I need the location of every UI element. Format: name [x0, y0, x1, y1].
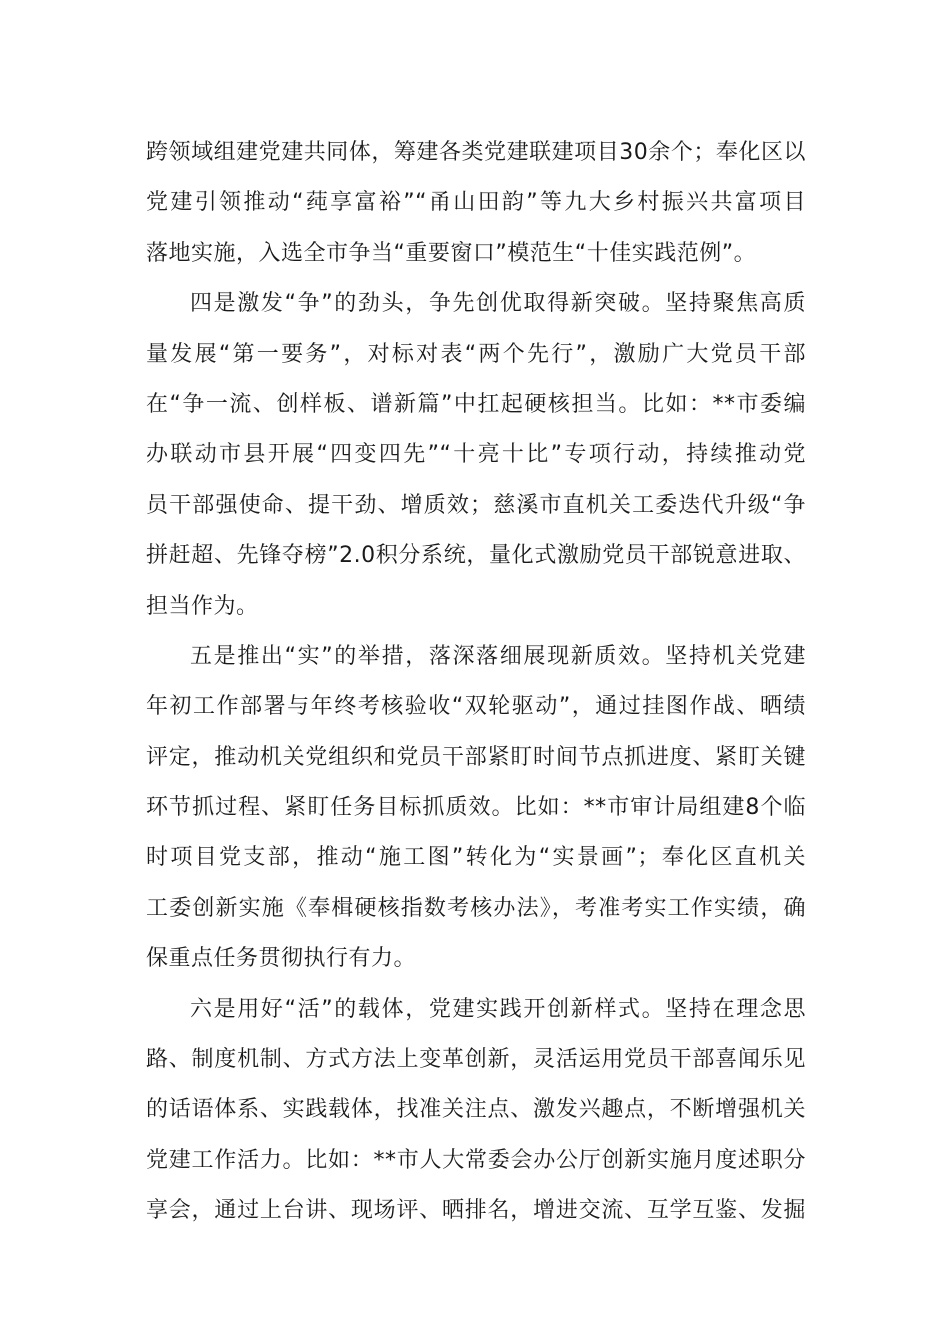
text-line: 保重点任务贯彻执行有力。 [146, 946, 417, 972]
text-line: 的话语体系、实践载体，找准关注点、激发兴趣点，不断增强机关 [146, 1097, 806, 1123]
text-line: 党建工作活力。比如：**市人大常委会办公厅创新实施月度述职分 [146, 1147, 806, 1173]
text-line: 跨领域组建党建共同体，筹建各类党建联建项目30余个；奉化区以 [146, 140, 806, 165]
text-line: 评定，推动机关党组织和党员干部紧盯时间节点抓进度、紧盯关键 [146, 744, 806, 770]
text-line: 拼赶超、先锋夺榜”2.0积分系统，量化式激励党员干部锐意进取、 [146, 543, 806, 569]
text-line: 在“争一流、创样板、谱新篇”中扛起硬核担当。比如：**市委编 [146, 391, 806, 417]
text-line: 党建引领推动“莼享富裕”“甬山田韵”等九大乡村振兴共富项目 [146, 190, 806, 216]
text-line: 享会，通过上台讲、现场评、晒排名，增进交流、互学互鉴、发掘 [146, 1198, 806, 1224]
paragraph-5-start: 五是推出“实”的举措，落深落细展现新质效。坚持机关党建 [190, 643, 806, 669]
text-line: 时项目党支部，推动“施工图”转化为“实景画”；奉化区直机关 [146, 845, 806, 871]
paragraph-4-start: 四是激发“争”的劲头，争先创优取得新突破。坚持聚焦高质 [190, 291, 806, 317]
document-body [146, 128, 806, 1237]
text-line: 办联动市县开展“四变四先”“十亮十比”专项行动，持续推动党 [146, 442, 806, 468]
text-line: 年初工作部署与年终考核验收“双轮驱动”，通过挂图作战、晒绩 [146, 694, 806, 720]
text-line: 工委创新实施《奉楫硬核指数考核办法》，考准考实工作实绩，确 [146, 895, 806, 921]
text-line: 员干部强使命、提干劲、增质效；慈溪市直机关工委迭代升级“争 [146, 492, 806, 518]
text-line: 担当作为。 [146, 593, 259, 619]
text-line: 落地实施，入选全市争当“重要窗口”模范生“十佳实践范例”。 [146, 240, 757, 266]
text-line: 环节抓过程、紧盯任务目标抓质效。比如：**市审计局组建8个临 [146, 795, 806, 821]
text-line: 量发展“第一要务”，对标对表“两个先行”，激励广大党员干部 [146, 341, 806, 367]
text-line: 路、制度机制、方式方法上变革创新，灵活运用党员干部喜闻乐见 [146, 1047, 806, 1073]
paragraph-6-start: 六是用好“活”的载体，党建实践开创新样式。坚持在理念思 [190, 996, 806, 1022]
